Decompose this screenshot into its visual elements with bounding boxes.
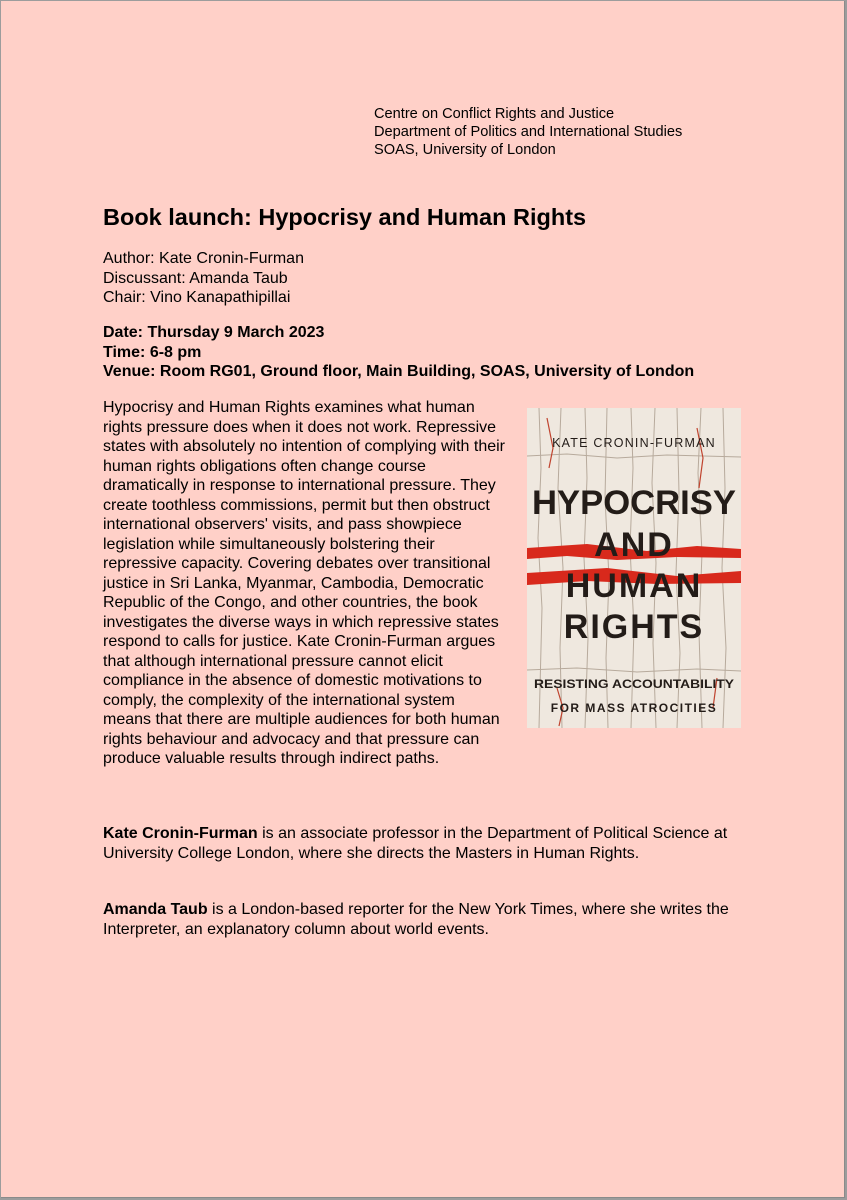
- centre-name: Centre on Conflict Rights and Justice: [374, 106, 615, 122]
- organizer-header: [374, 105, 682, 159]
- speakers-block: [103, 249, 304, 308]
- cover-title-line-1: HYPOCRISY: [532, 484, 737, 522]
- book-cover-image: [527, 408, 741, 728]
- event-venue: Venue: Room RG01, Ground floor, Main Building, SOAS, University of London: [103, 363, 695, 380]
- discussant-bio-text: is a London-based reporter for the New York Times, where she writes the Interpreter, an explanatory column about world events.: [103, 901, 729, 938]
- author-line: Author: Kate Cronin-Furman: [103, 250, 304, 267]
- cover-title-line-2: AND: [594, 526, 674, 564]
- event-title: Book launch: Hypocrisy and Human Rights: [103, 204, 587, 230]
- book-description-text: Hypocrisy and Human Rights examines what human rights pressure does when it does not work. Repressive states with absolutely no intention of complying with their human rights obligations often change course dramatically in response to international pressure. They create toothless commissions, permit but then obstruct international observers' visits, and pass showpiece legislation while simultaneously bolstering their repressive capacity. Covering debates over transitional justice in Sri Lanka, Myanmar, Cambodia, Democratic Republic of the Congo, and other countries, the book investigates the diverse ways in which repressive states respond to calls for justice. Kate Cronin-Furman argues that although international pressure cannot elicit compliance in the absence of domestic motivations to comply, the complexity of the international system means that there are multiple audiences for both human rights behaviour and advocacy and that pressure can produce valuable results through indirect paths.: [103, 399, 505, 767]
- discussant-bio-name: Amanda Taub: [103, 901, 208, 918]
- chair-line: Chair: Vino Kanapathipillai: [103, 289, 291, 306]
- flyer-page: [1, 1, 845, 1198]
- book-description-block: [103, 398, 743, 769]
- discussant-bio: [103, 900, 743, 939]
- cover-title-line-3: HUMAN: [565, 567, 703, 605]
- cover-author-text: KATE CRONIN-FURMAN: [552, 436, 716, 450]
- event-date: Date: Thursday 9 March 2023: [103, 324, 325, 341]
- discussant-line: Discussant: Amanda Taub: [103, 269, 288, 287]
- author-bio-text: is an associate professor in the Department of Political Science at University College London, where she directs the Masters in Human Rights.: [103, 825, 728, 862]
- author-bio: [103, 824, 743, 863]
- cover-title-line-4: RIGHTS: [563, 608, 705, 646]
- event-details: [103, 323, 694, 382]
- author-bio-name: Kate Cronin-Furman: [103, 825, 258, 842]
- department-name: Department of Politics and International Studies: [374, 124, 683, 140]
- institution-name: SOAS, University of London: [374, 142, 556, 158]
- cover-subtitle-line-2: FOR MASS ATROCITIES: [550, 701, 718, 715]
- event-time: Time: 6-8 pm: [103, 343, 202, 361]
- cover-subtitle-line-1: RESISTING ACCOUNTABILITY: [534, 677, 734, 691]
